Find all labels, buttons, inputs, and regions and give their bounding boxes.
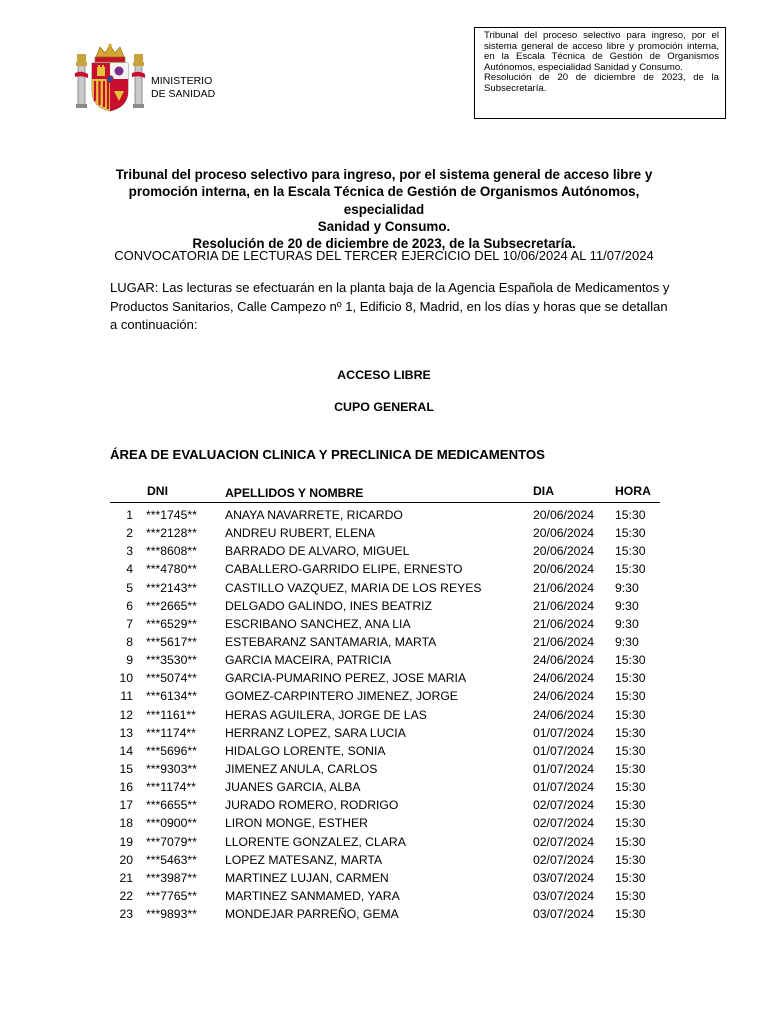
table-row [110, 833, 660, 851]
time-cell: 15:30 [615, 671, 646, 686]
row-number: 6 [126, 598, 133, 613]
candidates-table [110, 481, 660, 923]
header-hora: HORA [615, 484, 651, 498]
table-row [110, 814, 660, 832]
table-header [110, 481, 660, 503]
date-cell: 03/07/2024 [533, 907, 594, 922]
ministry-name [151, 75, 215, 100]
header-name: APELLIDOS Y NOMBRE [225, 486, 364, 500]
table-row [110, 778, 660, 796]
dni-cell: ***0900** [146, 816, 197, 831]
date-cell: 01/07/2024 [533, 743, 594, 758]
dni-cell: ***1174** [146, 725, 196, 740]
dni-cell: ***4780** [146, 562, 197, 577]
name-cell: JIMENEZ ANULA, CARLOS [225, 761, 378, 776]
date-cell: 02/07/2024 [533, 816, 594, 831]
row-number: 22 [119, 888, 133, 903]
time-cell: 15:30 [615, 562, 646, 577]
ministry-line-1: MINISTERIO [151, 75, 213, 87]
header-box-resolution: Resolución de 20 de diciembre de 2023, de la Subsecretaría. [484, 72, 719, 94]
table-row [110, 615, 660, 633]
time-cell: 15:30 [615, 852, 646, 867]
dni-cell: ***6529** [146, 616, 197, 631]
time-cell: 15:30 [615, 725, 646, 740]
table-row [110, 742, 660, 760]
header-dia: DIA [533, 484, 554, 498]
row-number: 16 [119, 780, 133, 795]
table-row [110, 869, 660, 887]
row-number: 13 [119, 725, 133, 740]
dni-cell: ***1161** [146, 707, 196, 722]
dni-cell: ***1745** [146, 508, 197, 522]
time-cell: 15:30 [615, 907, 646, 922]
lugar-paragraph: LUGAR: Las lecturas se efectuarán en la planta baja de la Agencia Española de Medicamentos y Productos Sanitarios, Calle Campezo nº 1, Edificio 8, Madrid, en los días y horas que se detallan a continuación: [110, 280, 670, 332]
name-cell: BARRADO DE ALVARO, MIGUEL [225, 544, 410, 559]
area-heading: ÁREA DE EVALUACION CLINICA Y PRECLINICA DE MEDICAMENTOS [110, 447, 545, 462]
row-number: 1 [126, 508, 133, 522]
table-body [110, 506, 660, 923]
time-cell: 15:30 [615, 653, 646, 668]
date-cell: 21/06/2024 [533, 634, 594, 649]
time-cell: 15:30 [615, 761, 646, 776]
name-cell: HERRANZ LOPEZ, SARA LUCIA [225, 725, 406, 740]
row-number: 14 [119, 743, 133, 758]
title-line-3: Sanidad y Consumo. [317, 218, 451, 234]
time-cell: 15:30 [615, 888, 646, 903]
date-cell: 21/06/2024 [533, 616, 594, 631]
dni-cell: ***6134** [146, 689, 197, 704]
date-cell: 24/06/2024 [533, 653, 594, 668]
table-row [110, 669, 660, 687]
time-cell: 9:30 [615, 634, 639, 649]
dni-cell: ***7079** [146, 834, 197, 849]
acceso-heading: ACCESO LIBRE [337, 368, 431, 382]
name-cell: ANDREU RUBERT, ELENA [225, 526, 376, 541]
table-row [110, 760, 660, 778]
header-dni: DNI [147, 484, 168, 498]
row-number: 2 [126, 526, 133, 541]
name-cell: JUANES GARCIA, ALBA [225, 780, 361, 795]
row-number: 8 [126, 634, 133, 649]
dni-cell: ***3530** [146, 653, 197, 668]
dni-cell: ***2665** [146, 598, 197, 613]
row-number: 12 [119, 707, 133, 722]
name-cell: JURADO ROMERO, RODRIGO [225, 798, 399, 813]
row-number: 17 [119, 798, 133, 813]
table-row [110, 796, 660, 814]
date-cell: 02/07/2024 [533, 834, 594, 849]
document-title [96, 166, 672, 252]
name-cell: ESCRIBANO SANCHEZ, ANA LIA [225, 616, 411, 631]
row-number: 15 [119, 761, 133, 776]
dni-cell: ***2128** [146, 526, 197, 541]
name-cell: ESTEBARANZ SANTAMARIA, MARTA [225, 634, 437, 649]
dni-cell: ***7765** [146, 888, 197, 903]
table-row [110, 651, 660, 669]
table-row [110, 633, 660, 651]
name-cell: HERAS AGUILERA, JORGE DE LAS [225, 707, 427, 722]
date-cell: 21/06/2024 [533, 580, 594, 595]
table-row [110, 724, 660, 742]
date-cell: 01/07/2024 [533, 761, 594, 776]
name-cell: CABALLERO-GARRIDO ELIPE, ERNESTO [225, 562, 463, 577]
row-number: 21 [119, 870, 133, 885]
date-cell: 24/06/2024 [533, 707, 594, 722]
date-cell: 20/06/2024 [533, 562, 594, 577]
time-cell: 15:30 [615, 816, 646, 831]
name-cell: MARTINEZ SANMAMED, YARA [225, 888, 400, 903]
time-cell: 15:30 [615, 780, 646, 795]
date-cell: 24/06/2024 [533, 671, 594, 686]
cupo-heading: CUPO GENERAL [334, 400, 434, 414]
date-cell: 03/07/2024 [533, 888, 594, 903]
dni-cell: ***5617** [146, 634, 197, 649]
row-number: 7 [126, 616, 133, 631]
row-number: 3 [126, 544, 133, 559]
ministry-line-2: DE SANIDAD [151, 87, 216, 100]
name-cell: LLORENTE GONZALEZ, CLARA [225, 834, 406, 849]
dni-cell: ***5074** [146, 671, 197, 686]
table-row [110, 579, 660, 597]
title-line-1: Tribunal del proceso selectivo para ingreso, por el sistema general de acceso libre y [115, 167, 653, 182]
convocatoria-heading: CONVOCATORIA DE LECTURAS DEL TERCER EJERCICIO DEL 10/06/2024 AL 11/07/2024 [114, 248, 654, 263]
date-cell: 20/06/2024 [533, 508, 594, 522]
table-row [110, 506, 660, 524]
table-row [110, 887, 660, 905]
dni-cell: ***5463** [146, 852, 197, 867]
date-cell: 01/07/2024 [533, 780, 594, 795]
table-row [110, 560, 660, 578]
header-box-text: Tribunal del proceso selectivo para ingreso, por el sistema general de acceso libre y promoción interna, en la Escala Técnica de Gestión de Organismos Autónomos, especialidad Sanidad y Consumo. [484, 30, 719, 73]
row-number: 9 [126, 653, 133, 668]
date-cell: 03/07/2024 [533, 870, 594, 885]
dni-cell: ***1174** [146, 780, 196, 795]
title-line-4: Resolución de 20 de diciembre de 2023, de la Subsecretaría. [192, 236, 576, 252]
name-cell: ANAYA NAVARRETE, RICARDO [225, 508, 403, 522]
table-row [110, 687, 660, 705]
name-cell: DELGADO GALINDO, INES BEATRIZ [225, 598, 433, 613]
time-cell: 15:30 [615, 707, 646, 722]
row-number: 19 [119, 834, 133, 849]
date-cell: 21/06/2024 [533, 598, 594, 613]
dni-cell: ***9303** [146, 761, 197, 776]
dni-cell: ***3987** [146, 870, 197, 885]
time-cell: 15:30 [615, 689, 646, 704]
date-cell: 24/06/2024 [533, 689, 594, 704]
dni-cell: ***5696** [146, 743, 197, 758]
time-cell: 15:30 [615, 526, 646, 541]
time-cell: 15:30 [615, 544, 646, 559]
date-cell: 02/07/2024 [533, 798, 594, 813]
row-number: 18 [119, 816, 133, 831]
name-cell: LIRON MONGE, ESTHER [225, 816, 368, 831]
row-number: 20 [119, 852, 133, 867]
row-number: 4 [126, 562, 133, 577]
time-cell: 9:30 [615, 616, 639, 631]
time-cell: 15:30 [615, 870, 646, 885]
date-cell: 01/07/2024 [533, 725, 594, 740]
date-cell: 20/06/2024 [533, 526, 594, 541]
table-row [110, 706, 660, 724]
row-number: 5 [126, 580, 133, 595]
name-cell: MONDEJAR PARREÑO, GEMA [225, 907, 399, 922]
time-cell: 15:30 [615, 798, 646, 813]
time-cell: 9:30 [615, 598, 639, 613]
dni-cell: ***2143** [146, 580, 197, 595]
name-cell: HIDALGO LORENTE, SONIA [225, 743, 386, 758]
name-cell: GOMEZ-CARPINTERO JIMENEZ, JORGE [225, 689, 458, 704]
row-number: 23 [119, 907, 133, 922]
table-row [110, 597, 660, 615]
dni-cell: ***8608** [146, 544, 197, 559]
date-cell: 20/06/2024 [533, 544, 594, 559]
date-cell: 02/07/2024 [533, 852, 594, 867]
dni-cell: ***6655** [146, 798, 197, 813]
name-cell: CASTILLO VAZQUEZ, MARIA DE LOS REYES [225, 580, 482, 595]
time-cell: 9:30 [615, 580, 639, 595]
table-row [110, 851, 660, 869]
time-cell: 15:30 [615, 508, 646, 522]
coat-of-arms-logo [74, 43, 146, 115]
table-row [110, 524, 660, 542]
title-line-2: promoción interna, en la Escala Técnica de Gestión de Organismos Autónomos, especialidad [128, 184, 640, 217]
name-cell: MARTINEZ LUJAN, CARMEN [225, 870, 389, 885]
row-number: 11 [120, 689, 133, 704]
table-row [110, 905, 660, 923]
name-cell: LOPEZ MATESANZ, MARTA [225, 852, 383, 867]
header-box [474, 27, 726, 119]
row-number: 10 [119, 671, 133, 686]
name-cell: GARCIA MACEIRA, PATRICIA [225, 653, 392, 668]
dni-cell: ***9893** [146, 907, 197, 922]
name-cell: GARCIA-PUMARINO PEREZ, JOSE MARIA [225, 671, 467, 686]
time-cell: 15:30 [615, 743, 646, 758]
table-row [110, 542, 660, 560]
time-cell: 15:30 [615, 834, 646, 849]
